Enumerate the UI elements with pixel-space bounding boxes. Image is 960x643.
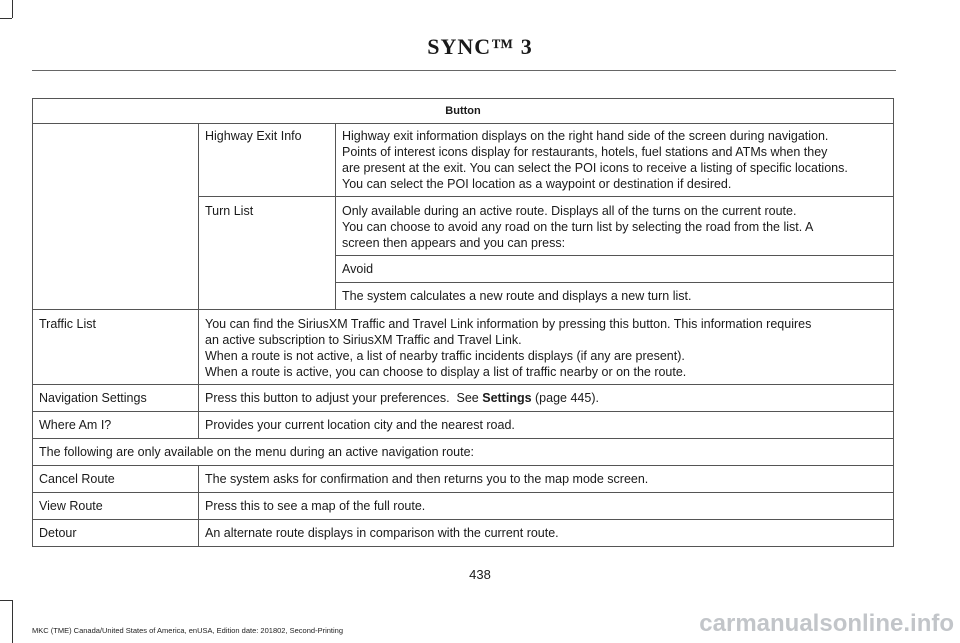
crop-mark [12,0,13,18]
row-label: Navigation Settings [33,385,199,412]
crop-mark [12,600,13,643]
row-label: Traffic List [33,310,199,385]
row-label: Where Am I? [33,412,199,439]
table-row [33,520,894,547]
table-row [33,412,894,439]
row-description: An alternate route displays in comparison with the current route. [199,520,894,547]
description-line: You can choose to avoid any road on the turn list by selecting the road from the list. A [342,220,814,234]
description-line: Only available during an active route. Displays all of the turns on the current route. [342,204,797,218]
description-line: You can select the POI location as a waypoint or destination if desired. [342,177,732,191]
description-text: Press this button to adjust your preferences. See [205,391,483,405]
row-label: View Route [33,493,199,520]
row-description: Press this to see a map of the full route. [199,493,894,520]
description-line: an active subscription to SiriusXM Traffic and Travel Link. [205,333,522,347]
button-table [32,98,894,547]
crop-mark [0,18,12,19]
description-line: You can find the SiriusXM Traffic and Travel Link information by pressing this button. This information requires [205,317,812,331]
table-row [33,493,894,520]
row-label: Cancel Route [33,466,199,493]
row-label: Detour [33,520,199,547]
avoid-option: Avoid [336,256,894,283]
watermark: carmanualsonline.info [699,610,954,637]
row-description: Provides your current location city and the nearest road. [199,412,894,439]
edition-footer: MKC (TME) Canada/United States of America, enUSA, Edition date: 201802, Second-Printing [32,626,343,635]
row-description [336,124,894,197]
table-row [33,310,894,385]
description-line: are present at the exit. You can select the POI icons to receive a listing of specific locations. [342,161,848,175]
row-description [199,310,894,385]
description-line: Highway exit information displays on the right hand side of the screen during navigation. [342,129,829,143]
table-row [33,439,894,466]
row-description: The system asks for confirmation and then returns you to the map mode screen. [199,466,894,493]
page-number: 438 [469,567,491,582]
row-description [336,197,894,256]
active-route-note: The following are only available on the menu during an active navigation route: [33,439,894,466]
row-label: Turn List [199,197,336,310]
table-row [33,124,894,197]
crop-mark [0,600,12,601]
table-row [33,385,894,412]
description-line: Points of interest icons display for restaurants, hotels, fuel stations and ATMs when they [342,145,828,159]
row-label: Highway Exit Info [199,124,336,197]
page-reference: (page 445). [531,391,599,405]
description-line: When a route is active, you can choose to display a list of traffic nearby or on the route. [205,365,687,379]
settings-link[interactable]: Settings [482,391,532,405]
table-row [33,466,894,493]
table-header: Button [33,99,894,124]
row-description [199,385,894,412]
empty-cell [33,124,199,310]
table-header-row [33,99,894,124]
description-line: When a route is not active, a list of nearby traffic incidents displays (if any are present). [205,349,685,363]
page-title: SYNC™ 3 [427,34,533,59]
description-line: screen then appears and you can press: [342,236,566,250]
header-divider [32,70,896,71]
avoid-description: The system calculates a new route and displays a new turn list. [336,283,894,310]
